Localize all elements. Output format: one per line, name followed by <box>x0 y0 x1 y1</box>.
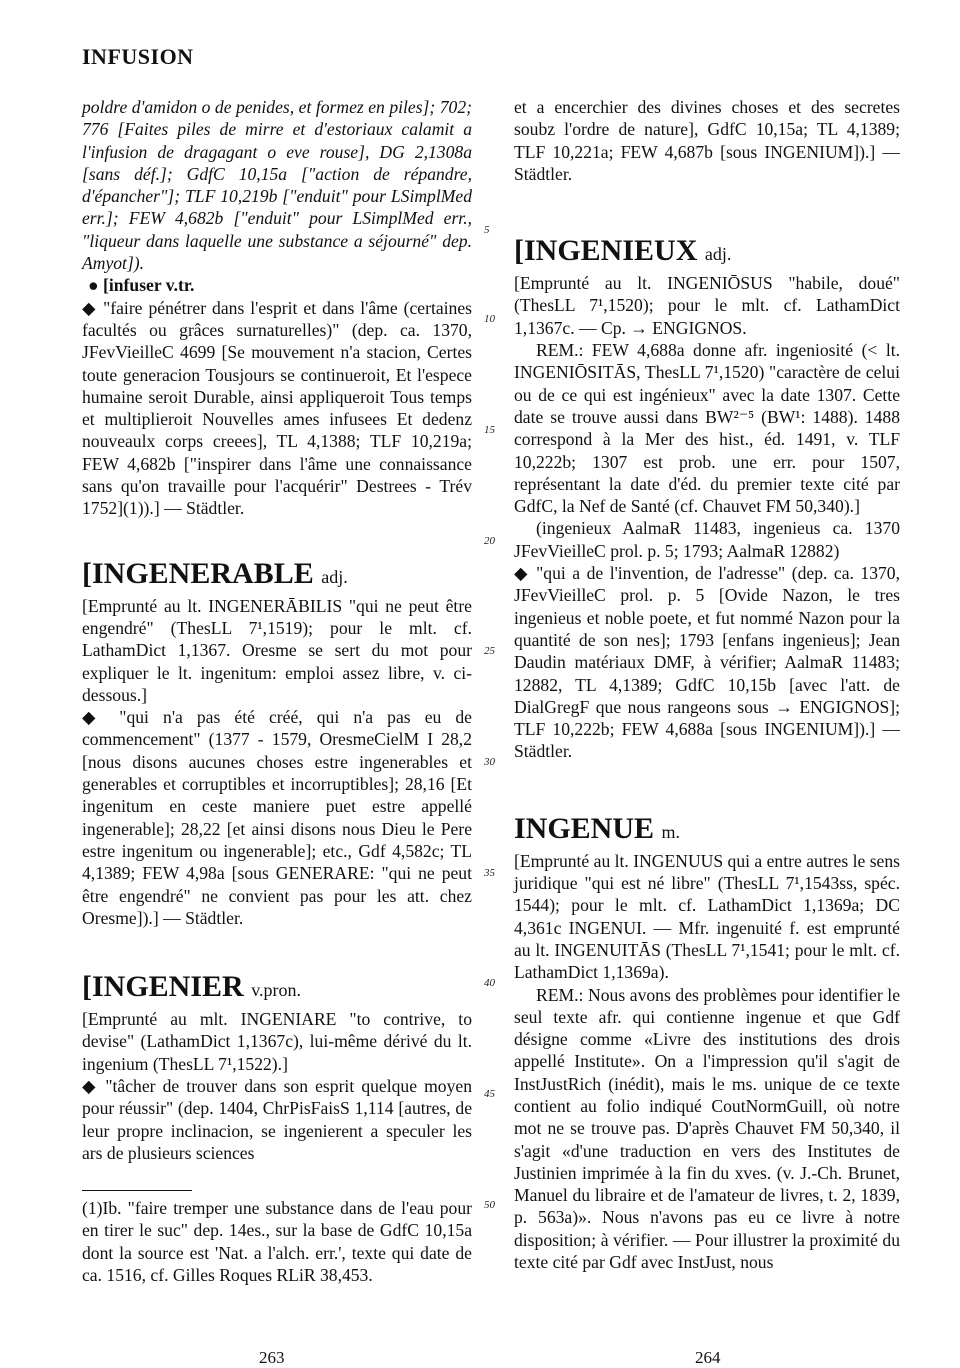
left-etymology-ingenerable: [Emprunté au lt. INGENERĀBILIS "qui ne peut être engendré" (ThesLL 7¹,1519); pour le mlt. cf. LathamDict 1,1367. Oresme se sert du mot pour expliquer le lt. ingenitum: emploi assez libre, v. ci-dessous.] <box>82 595 472 705</box>
page-number-left: 263 <box>259 1348 285 1367</box>
left-paragraph-1: poldre d'amidon o de penides, et formez en piles]; 702; 776 [Faites piles de mirre et d'estoriaux calamit a l'infusion de dragagant o eve rouse], DG 2,1308a [sans déf.]; GdfC 10,15a ["action de répandre, d'épancher"]; TLF 10,219b ["enduit" pour LSimplMed err.]; FEW 4,682b ["enduit" pour LSimplMed err., "liqueur dans laquelle une substance a séjourné" dep. Amyot]). <box>82 97 472 274</box>
page-number-right: 264 <box>695 1348 721 1367</box>
right-rem-ingenue: REM.: Nous avons des problèmes pour identifier le seul texte afr. qui contienne ingenue et que Gdf désigne comme «Livre des institutions des drois appellé Institute». On a l'impression qu'il s'agit de InstJustRich (inédit), mais le ms. unique de ce texte contient au folio indiqué CoutNormGuill, où notre mot ne se trouve pas. D'après Chauvet FM 50,340, il s'agit «d'une traduction en vers des Institutes de Justinien imprimée à la fin du xves. (v. J.-Ch. Brunet, Manuel du libraire et de l'amateur de livres, t. 2, 1839, p. 563a)». Nous n'avons pas eu ce livre à notre disposition; à vérifier. — Pour illustrer la proximité du texte cité par Gdf avec InstJust, nous <box>514 984 900 1273</box>
line-number: 25 <box>484 645 495 657</box>
entry-pos-ingenier: v.pron. <box>251 980 302 1001</box>
line-number: 50 <box>484 1199 495 1211</box>
left-column <box>82 96 472 1164</box>
left-sense-ingenier: ◆ "tâcher de trouver dans son esprit quelque moyen pour réussir" (dep. 1404, ChrPisFaisS 1,114 [autres, de leur propre inclinacion, se ingenierent a speculer les ars de plusieurs sciences <box>82 1075 472 1163</box>
right-etymology-ingenue: [Emprunté au lt. INGENUUS qui a entre autres le sens juridique "qui est né libre" (ThesLL 7¹,1543ss, spéc. 1544); pour le mlt. cf. LathamDict 1,1369a; DC 4,361c INGENUI. — Mfr. ingenuité f. est emprunté au lt. INGENUITĀS (ThesLL 7¹,1541; pour le mlt. cf. LathamDict 1,1369a). <box>514 850 900 983</box>
entry-head-ingenieux <box>514 233 900 272</box>
footnote-rule <box>82 1190 192 1191</box>
entry-pos-ingenieux: adj. <box>704 244 732 265</box>
running-title: INFUSION <box>82 44 194 69</box>
entry-pos-ingenerable: adj. <box>321 566 348 587</box>
line-number: 45 <box>484 1088 495 1100</box>
entry-pos-ingenue: m. <box>661 821 681 842</box>
left-sense-ingenerable: ◆ "qui n'a pas été créé, qui n'a pas eu de commencement" (1377 - 1579, OresmeCielM I 28,2 [nous disons aucunes choses estre ingenerables et generables et corruptibles et incorruptibles]; 28,16 [Et ingenitum en ceste maniere puet estre appellé ingenerable]; 28,22 [et ainsi disons nous Dieu le Pere estre ingenitum ou ingenerable]; etc., Gdf 4,582c; TL 4,1389; FEW 4,98a [sous GENERARE: "qui ne peut être engendré" ne convient pas pour les att. chez Oresme]).] — Städtler. <box>82 707 472 928</box>
right-paragraph-1: et a encerchier des divines choses et des secretes soubz l'ordre de nature], GdfC 10,15a; TL 4,1389; TLF 10,221a; FEW 4,687b [sous INGENIUM]).] — Städtler. <box>514 97 900 184</box>
entry-title-ingenue: INGENUE <box>514 811 655 845</box>
right-rem-ingenieux: REM.: FEW 4,688a donne afr. ingeniosité (< lt. INGENIŌSITĀS, ThesLL 7¹,1520) "caractère de celui ou de ce qui est ingénieux" avec la date 1307. Cette date se trouve aussi dans BW²⁻⁵ (BW¹: 1488). 1488 correspond à la Mer des hist., éd. 1491, v. TLF 10,222b; 1307 est prob. une err. pour 1507, représentant la date d'éd. du premier texte cité par GdfC, la Nef de Santé (cf. Chauvet FM 50,340).] <box>514 340 900 517</box>
line-number: 10 <box>484 313 495 325</box>
entry-head-ingenerable <box>82 556 472 595</box>
line-number: 15 <box>484 424 495 436</box>
left-paragraph-3: ◆ "faire pénétrer dans l'esprit et dans l'âme (certaines facultés ou grâces surnaturelles)" (dep. ca. 1370, JFevVieilleC 4699 [Se mouvement n'a stacion, Certes toute generacion Tousjours se continueroit, Et l'espece humaine seroit Durable, ainsi appliqueroit Tous temps et multiplieroit Nouvelles ames infusees Et dedenz nouveaulx corps creees], TL 4,1388; TLF 10,219a; FEW 4,682b ["inspirer dans l'âme une connaissance sans qu'on travaille pour l'acquérir" Destrees - Trév 1752](1)).] — Städtler. <box>82 297 472 519</box>
left-sense-marker: ● [infuser v.tr. <box>88 275 195 296</box>
line-number: 40 <box>484 977 495 989</box>
entry-title-ingenieux: [INGENIEUX <box>514 234 698 268</box>
entry-title-ingenier: [INGENIER <box>82 970 244 1004</box>
entry-title-ingenerable: [INGENERABLE <box>82 556 314 590</box>
left-etymology-ingenier: [Emprunté au mlt. INGENIARE "to contrive, to devise" (LathamDict 1,1367c), lui-même dérivé du lt. ingenium (ThesLL 7¹,1522).] <box>82 1009 472 1074</box>
entry-head-ingenue <box>514 811 900 850</box>
entry-head-ingenier <box>82 969 472 1008</box>
right-sense-ingenieux: ◆ "qui a de l'invention, de l'adresse" (dep. ca. 1370, JFevVieilleC prol. p. 5 [Ovide Nazon, le tres ingenieus et noble poete, et fut nommé Nazon pour la quantité de son nes]; 1793 [enfans ingenieus]; Jean Daudin matériaux DMF, à vérifier; AalmaR 11483; 12882, TL 4,1389; GdfC 10,15b [avec l'att. de DialGregF que nous rangeons sous → ENGIGNOS]; TLF 10,222b; FEW 4,688a [sous INGENIUM]).] — Städtler. <box>514 563 900 762</box>
right-column <box>514 96 900 1273</box>
line-number: 30 <box>484 756 495 768</box>
line-number: 35 <box>484 867 495 879</box>
line-number: 20 <box>484 535 495 547</box>
footnote: (1)Ib. "faire tremper une substance dans de l'eau pour en tirer le suc" dep. 14es., sur la base de GdfC 10,15a dont la source est 'Nat. a l'alch. err.', texte qui date de ca. 1516, cf. Gilles Roques RLiR 38,453. <box>82 1198 472 1285</box>
right-etymology-ingenieux: [Emprunté au lt. INGENIŌSUS "habile, doué" (ThesLL 7¹,1520); pour le mlt. cf. LathamDict 1,1367c. — Cp. → ENGIGNOS. <box>514 273 900 338</box>
right-forms-ingenieux: (ingenieux AalmaR 11483, ingenieus ca. 1370 JFevVieilleC prol. p. 5; 1793; AalmaR 12882) <box>514 518 900 561</box>
line-number: 5 <box>484 224 490 236</box>
